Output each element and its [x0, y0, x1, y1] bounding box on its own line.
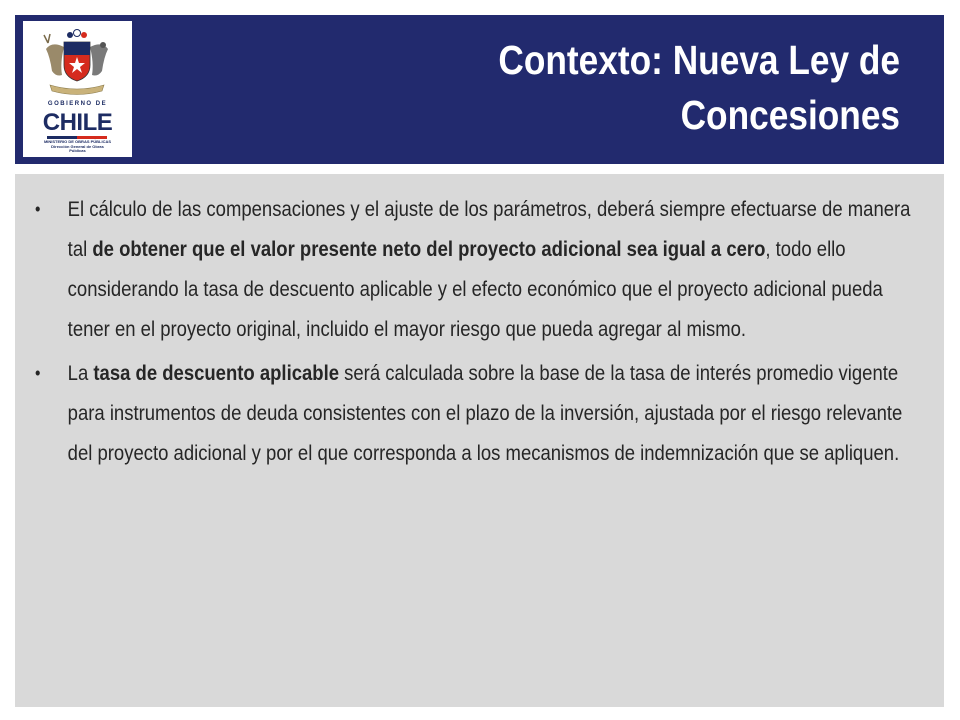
logo-ministry-line2: Dirección General de Obras: [51, 143, 104, 149]
bullet-marker: •: [35, 363, 41, 383]
bullet-text: será calculada sobre la base de la tasa de interés promedio vigente para instrumentos de deuda consistentes con el plazo de la inversión, ajustada por el riesgo relevante del proyecto adicional y por el que corresponda a los mecanismos de indemnización que se apliquen.: [67, 361, 903, 465]
header-banner: [15, 15, 944, 164]
slide-title-line2: Concesiones: [680, 92, 900, 138]
bullet-bold-text: tasa de descuento aplicable: [93, 361, 339, 385]
logo-gobierno-text: GOBIERNO DE: [47, 101, 108, 107]
government-logo: [23, 21, 132, 157]
bullet-text: El cálculo de las compensaciones y el ajuste de los parámetros, deberá siempre efectuarse de manera tal: [67, 197, 911, 261]
slide-title-line1: Contexto: Nueva Ley de: [498, 37, 900, 83]
logo-ministry-line3: Públicas: [69, 148, 86, 154]
bullet-text: , todo ello considerando la tasa de descuento aplicable y el efecto económico que el proyecto adicional pueda tener en el proyecto original, incluido el mayor riesgo que pueda agregar al mismo.: [67, 237, 883, 341]
logo-ministry-text: [23, 140, 132, 154]
content-panel: [15, 174, 944, 707]
bullet-bold-text: de obtener que el valor presente neto del proyecto adicional sea igual a cero: [92, 237, 766, 261]
bullet-marker: •: [35, 199, 41, 219]
logo-ministry-line1: MINISTERIO DE OBRAS PÚBLICAS: [43, 139, 112, 144]
slide-title: [498, 33, 900, 143]
bullet-list: [35, 189, 929, 477]
bullet-item-1: [35, 189, 929, 349]
logo-chile-text: CHILE: [42, 109, 113, 136]
bullet-text: La: [67, 361, 94, 385]
bullet-item-2: [35, 353, 929, 473]
coat-of-arms-icon: [40, 27, 115, 99]
